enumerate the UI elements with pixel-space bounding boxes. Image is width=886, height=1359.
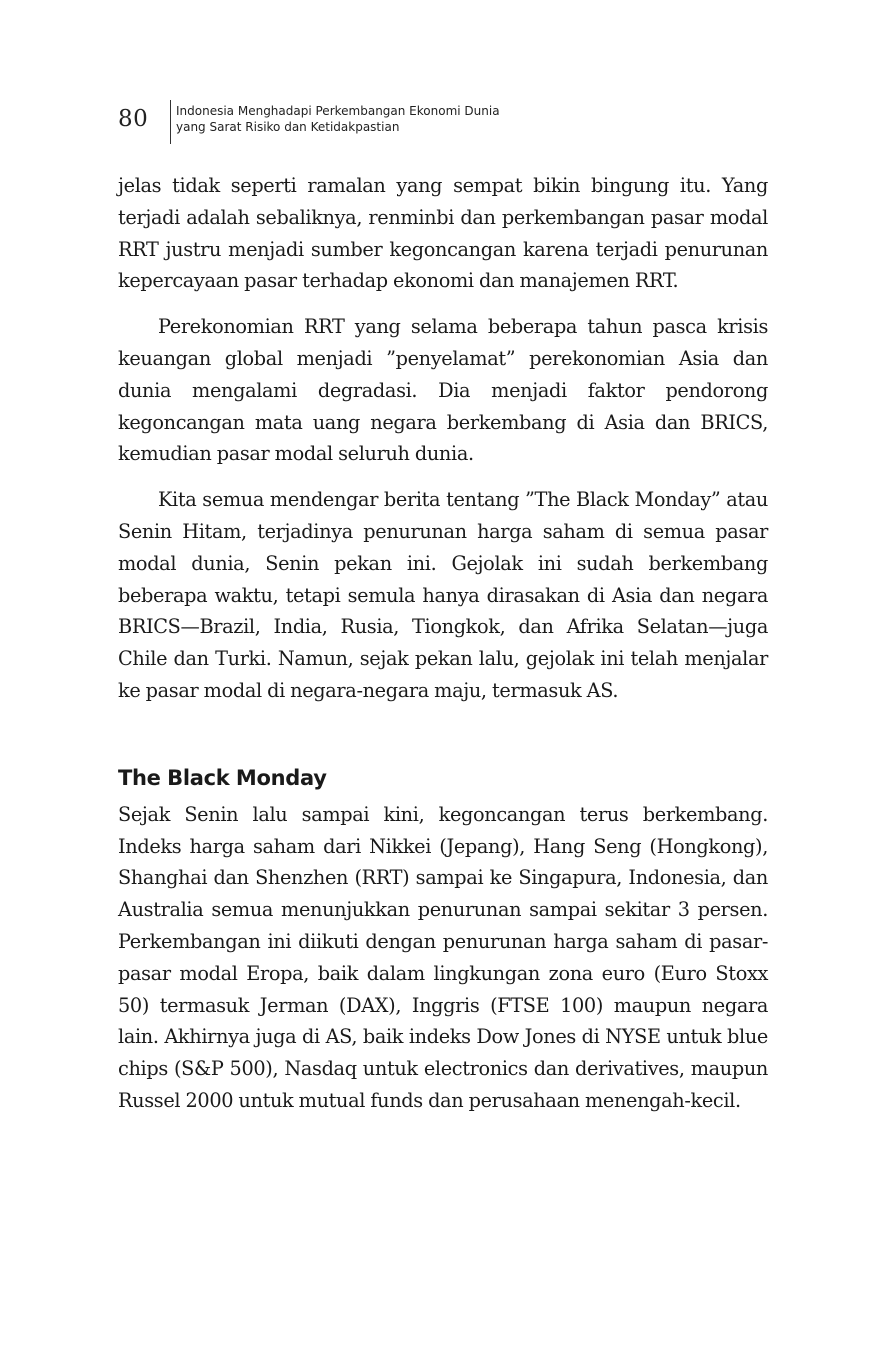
paragraph-continued: jelas tidak seperti ramalan yang sempat bikin bingung itu. Yang terjadi adalah sebaliknya, renminbi dan perkembangan pasar modal RRT justru menjadi sumber kegoncangan karena terjadi penurunan kepercayaan pasar terhadap ekonomi dan manajemen RRT. xyxy=(118,174,768,293)
page-number: 80 xyxy=(118,106,149,132)
running-title-line-2: yang Sarat Risiko dan Ketidakpastian xyxy=(176,120,400,134)
section-heading: The Black Monday xyxy=(118,765,327,790)
header-divider xyxy=(170,100,171,144)
running-title-line-1: Indonesia Menghadapi Perkembangan Ekonomi Dunia xyxy=(176,104,500,118)
paragraph-market-indices: Sejak Senin lalu sampai kini, kegoncangan terus berkembang. Indeks harga saham dari Nikkei (Jepang), Hang Seng (Hongkong), Shanghai dan Shenzhen (RRT) sampai ke Singapura, Indonesia, dan Australia semua menunjukkan penurunan sampai sekitar 3 persen. Perkembangan ini diikuti dengan penurunan harga saham di pasar-pasar modal Eropa, baik dalam lingkungan zona euro (Euro Stoxx 50) termasuk Jerman (DAX), Inggris (FTSE 100) maupun negara lain. Akhirnya juga di AS, baik indeks Dow Jones di NYSE untuk blue chips (S&P 500), Nasdaq untuk electronics dan derivatives, maupun Russel 2000 untuk mutual funds dan perusahaan menengah-kecil. xyxy=(118,802,768,1112)
running-title xyxy=(176,103,576,135)
page-body xyxy=(118,170,768,1117)
paragraph-rrt-economy: Perekonomian RRT yang selama beberapa tahun pasca krisis keuangan global menjadi ”penyelamat” perekonomian Asia dan dunia mengalami degradasi. Dia menjadi faktor pendorong kegoncangan mata uang negara berkembang di Asia dan BRICS, kemudian pasar modal seluruh dunia. xyxy=(118,315,768,466)
paragraph-black-monday-news: Kita semua mendengar berita tentang ”The Black Monday” atau Senin Hitam, terjadinya penurunan harga saham di semua pasar modal dunia, Senin pekan ini. Gejolak ini sudah berkembang beberapa waktu, tetapi semula hanya dirasakan di Asia dan negara BRICS—Brazil, India, Rusia, Tiongkok, dan Afrika Selatan—juga Chile dan Turki. Namun, sejak pekan lalu, gejolak ini telah menjalar ke pasar modal di negara-negara maju, termasuk AS. xyxy=(118,488,768,702)
